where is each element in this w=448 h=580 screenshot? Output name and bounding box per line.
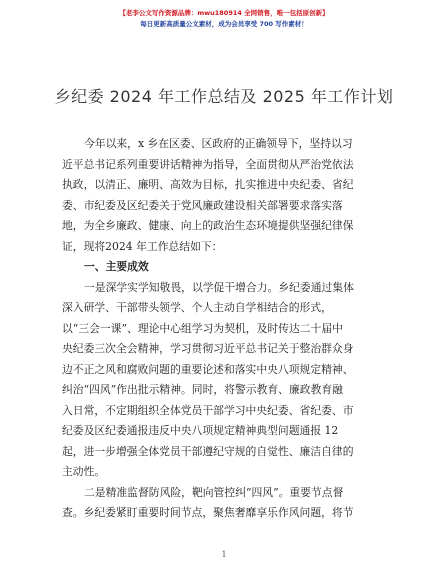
document-title: 乡纪委 2024 年工作总结及 2025 年工作计划 bbox=[54, 87, 394, 106]
paragraph-line: 一是深学实学知敬畏，以学促干增合力。乡纪委通过集体 bbox=[84, 280, 354, 294]
intro-line: 近平总书记系列重要讲话精神为指导，全面贯彻从严治党依法 bbox=[62, 157, 354, 171]
section-heading: 一、主要成效 bbox=[84, 260, 149, 273]
paragraph-line: 起，进一步增强全体党员干部遵纪守规的自觉性、廉洁自律的 bbox=[62, 444, 354, 458]
intro-line: 委、市纪委及区纪委关于党风廉政建设相关部署要求落实落 bbox=[62, 198, 343, 212]
page-number: 1 bbox=[221, 550, 227, 559]
intro-line: 今年以来，x 乡在区委、区政府的正确领导下，坚持以习 bbox=[84, 137, 353, 150]
intro-line: 地，为全乡廉政、健康、向上的政治生态环境提供坚强纪律保 bbox=[62, 219, 354, 232]
paragraph-line: 深入研学、干部带头领学、个人主动自学相结合的形式， bbox=[62, 301, 332, 314]
banner-promo-line: 【老李公文写作资源品牌：mwu180914 全网销售，唯一包括原创新】 bbox=[119, 9, 329, 17]
paragraph-line: 入日常，不定期组织全体党员干部学习中央纪委、省纪委、市 bbox=[62, 403, 354, 417]
banner-member-line: 每日更新高质量公文素材，成为会员享受 700 写作素材！ bbox=[140, 20, 308, 28]
paragraph-line: 央纪委三次全会精神，学习贯彻习近平总书记关于整治群众身 bbox=[62, 342, 354, 355]
intro-line: 证，现将2024 年工作总结如下： bbox=[62, 239, 223, 253]
paragraph-line: 二是精准监督防风险，靶向管控纠“四风”。重要节点督 bbox=[84, 485, 344, 499]
header-banner bbox=[0, 8, 448, 30]
intro-line: 执政，以清正、廉明、高效为目标，扎实推进中央纪委、省纪 bbox=[62, 178, 354, 191]
paragraph-line: 纠治“四风”作出批示精神。同时，将警示教育、廉政教育融 bbox=[62, 383, 343, 396]
paragraph-line: 查。乡纪委紧盯重要时间节点，聚焦奢靡享乐作风问题，将节 bbox=[62, 506, 354, 519]
document-body bbox=[62, 134, 390, 524]
paragraph-line: 纪委及区纪委通报违反中央八项规定精神典型问题通报 12 bbox=[62, 424, 339, 437]
paragraph-line: 边不正之风和腐败问题的重要论述和落实中央八项规定精神、 bbox=[62, 362, 354, 376]
paragraph-line: 以“三会一课”、理论中心组学习为契机，及时传达二十届中 bbox=[62, 321, 343, 335]
paragraph-line: 主动性。 bbox=[62, 465, 106, 478]
